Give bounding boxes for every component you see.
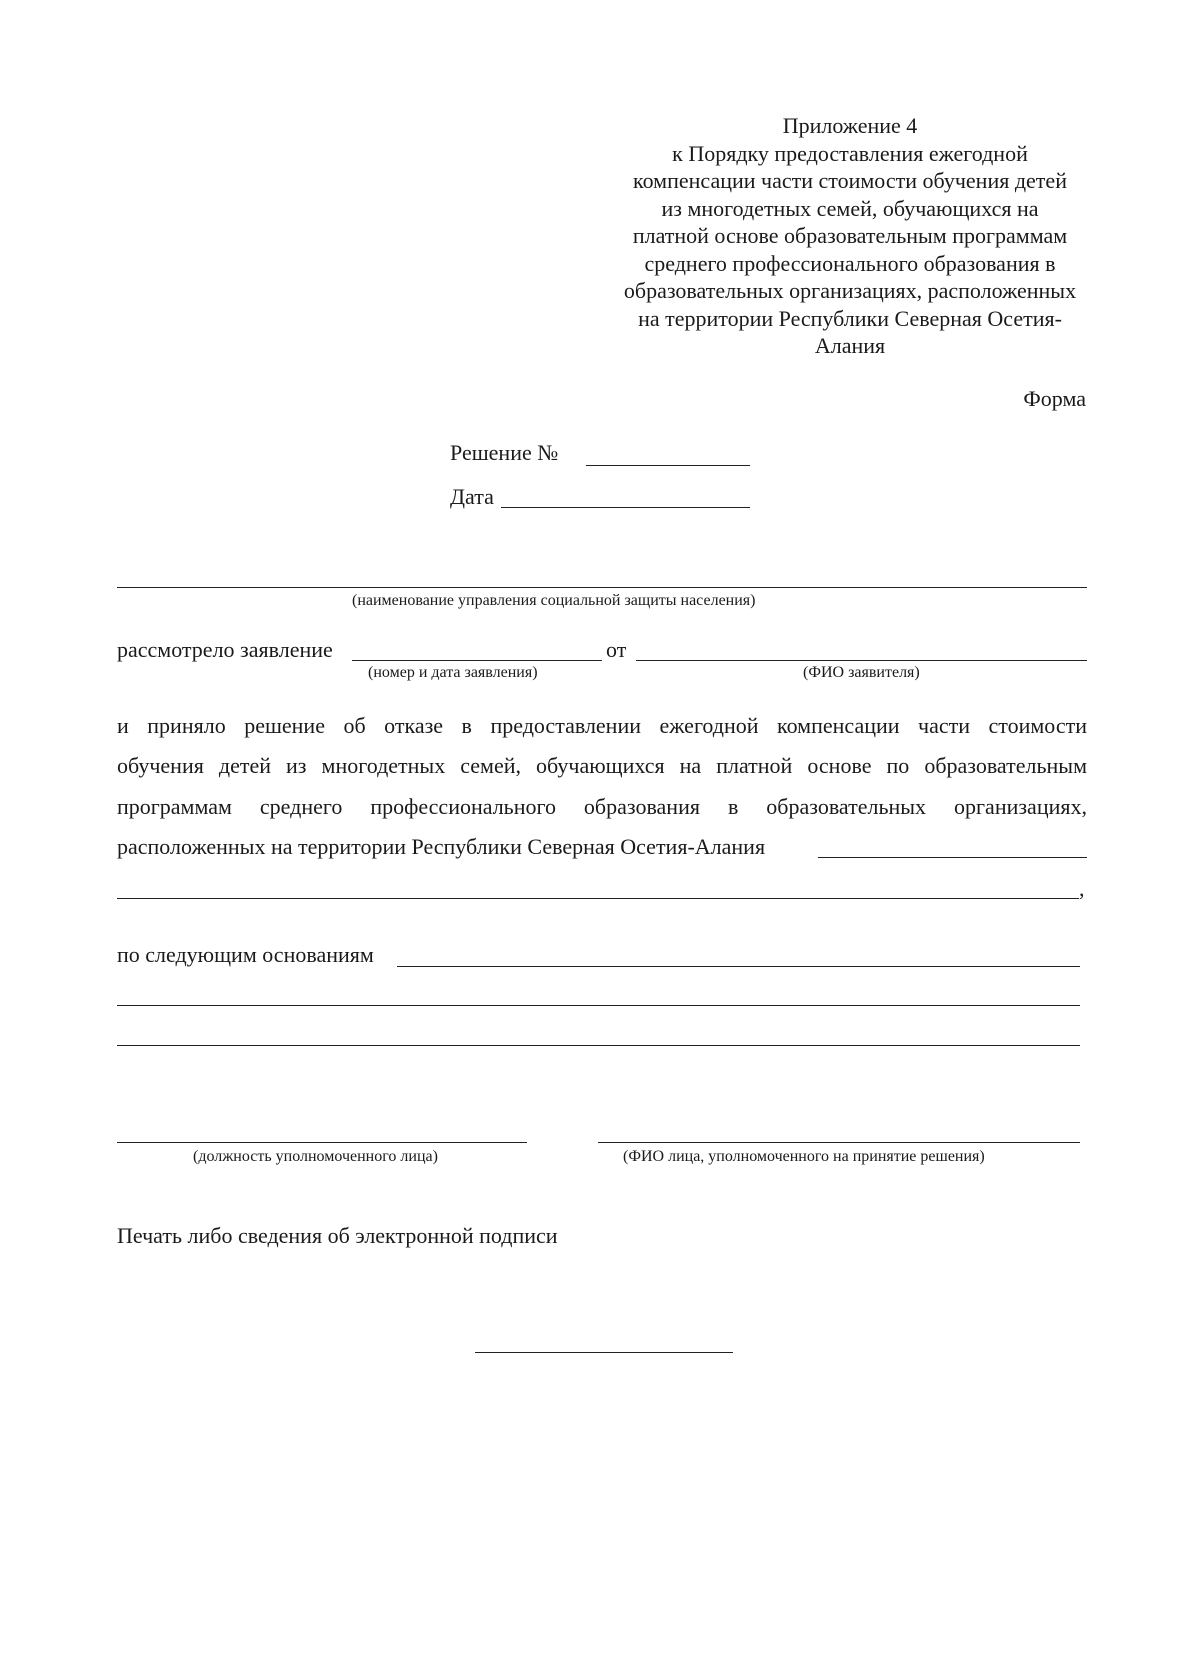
body-comma: , [1079,876,1085,901]
refusal-subject-field[interactable] [818,857,1087,858]
appendix-line: образовательных организациях, расположенных [623,278,1077,303]
appendix-line: среднего профессионального образования в [644,250,1056,276]
form-label: Форма [1023,386,1086,411]
application-number-date-field[interactable] [352,660,602,661]
appendix-line: к Порядку предоставления ежегодной [672,140,1028,166]
applicant-caption: (ФИО заявителя) [803,664,920,681]
applicant-name-field[interactable] [636,660,1087,661]
decision-number-field[interactable] [586,465,750,466]
body-line-3: программам среднего профессионального образования в образовательных организациях, [117,794,1087,819]
body-line-1: и приняло решение об отказе в предоставлении ежегодной компенсации части стоимости [117,713,1087,738]
grounds-label: по следующим основаниям [117,942,374,967]
reviewed-label: рассмотрело заявление [117,637,333,662]
grounds-field[interactable] [397,966,1080,967]
appendix-header [590,112,1110,360]
seal-label: Печать либо сведения об электронной подписи [117,1223,558,1248]
decision-number-label: Решение № [450,440,559,465]
authorized-person-caption: (ФИО лица, уполномоченного на принятие решения) [623,1148,985,1165]
refusal-subject-field-continued[interactable] [117,898,1079,899]
appendix-line: компенсации части стоимости обучения детей [633,168,1067,193]
application-number-date-caption: (номер и дата заявления) [368,664,538,681]
decision-date-field[interactable] [501,507,750,508]
appendix-title: Приложение 4 [782,113,918,138]
authority-name-field[interactable] [117,587,1087,588]
separator-line [475,1352,733,1353]
appendix-line: из многодетных семей, обучающихся на [661,195,1039,221]
body-line-4: расположенных на территории Республики Северная Осетия-Алания [117,834,766,859]
position-field[interactable] [117,1142,527,1143]
grounds-field-line-3[interactable] [117,1045,1080,1046]
from-label: от [606,637,627,662]
authorized-person-name-field[interactable] [598,1142,1080,1143]
body-line-2: обучения детей из многодетных семей, обучающихся на платной основе по образовательным [117,753,1087,778]
decision-date-label: Дата [450,484,494,509]
grounds-field-line-2[interactable] [117,1005,1080,1006]
appendix-line: платной основе образовательным программам [632,223,1068,248]
appendix-line: на территории Республики Северная Осетия- [638,305,1062,331]
authority-caption: (наименование управления социальной защиты населения) [352,592,756,609]
appendix-line: Алания [814,333,886,358]
position-caption: (должность уполномоченного лица) [193,1148,438,1165]
